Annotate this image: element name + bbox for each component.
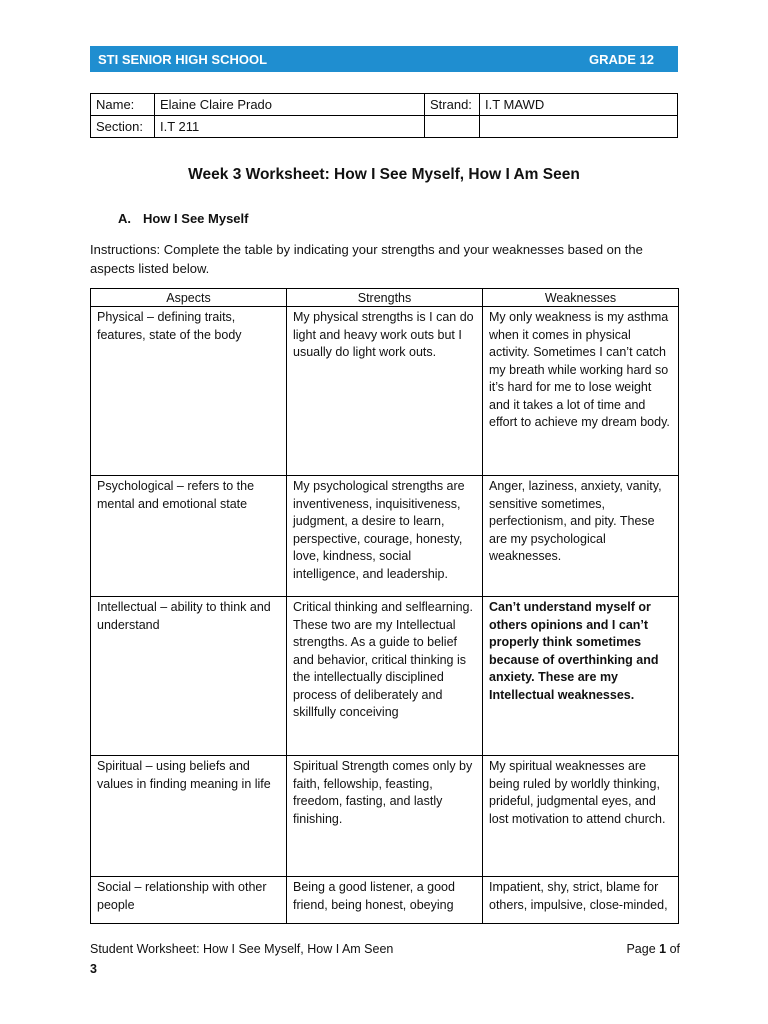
aspect-cell: Intellectual – ability to think and understand	[91, 597, 287, 756]
page-of-label: of	[666, 942, 680, 956]
worksheet-title: Week 3 Worksheet: How I See Myself, How I Am Seen	[188, 166, 580, 183]
page-number: 1	[659, 942, 667, 956]
table-row	[91, 756, 679, 877]
column-header-strengths: Strengths	[287, 289, 483, 307]
footer-title: Student Worksheet: How I See Myself, How I Am Seen	[90, 942, 394, 956]
strength-cell: Being a good listener, a good friend, being honest, obeying	[287, 877, 483, 924]
strand-label: Strand:	[425, 94, 480, 116]
aspect-cell: Social – relationship with other people	[91, 877, 287, 924]
student-info-table	[90, 93, 678, 138]
table-row	[91, 476, 679, 597]
page-indicator	[626, 942, 680, 956]
strength-cell: My physical strengths is I can do light and heavy work outs but I usually do light work outs.	[287, 307, 483, 476]
section-value: I.T 211	[155, 116, 425, 138]
weakness-cell: Impatient, shy, strict, blame for others, impulsive, close-minded,	[483, 877, 679, 924]
table-row	[91, 597, 679, 756]
total-pages: 3	[90, 962, 97, 976]
empty-cell	[425, 116, 480, 138]
column-header-weaknesses: Weaknesses	[483, 289, 679, 307]
weakness-cell: My spiritual weaknesses are being ruled by worldly thinking, prideful, judgmental eyes, and lost motivation to attend church.	[483, 756, 679, 877]
table-header-row	[91, 289, 679, 307]
grade-level: GRADE 12	[588, 52, 654, 67]
aspect-cell: Spiritual – using beliefs and values in finding meaning in life	[91, 756, 287, 877]
aspect-cell: Psychological – refers to the mental and emotional state	[91, 476, 287, 597]
weakness-cell: Can’t understand myself or others opinions and I can’t properly think sometimes because of overthinking and anxiety. These are my Intellectual weaknesses.	[483, 597, 679, 756]
section-number: A.	[118, 211, 131, 226]
column-header-aspects: Aspects	[91, 289, 287, 307]
table-row	[91, 307, 679, 476]
school-name: STI SENIOR HIGH SCHOOL	[98, 52, 268, 67]
header-bar	[90, 46, 678, 72]
info-row	[91, 116, 678, 138]
aspects-table	[90, 288, 679, 924]
name-label: Name:	[91, 94, 155, 116]
strand-value: I.T MAWD	[480, 94, 678, 116]
info-row	[91, 94, 678, 116]
table-row	[91, 877, 679, 924]
page-label: Page	[626, 942, 660, 956]
aspect-cell: Physical – defining traits, features, state of the body	[91, 307, 287, 476]
weakness-cell: Anger, laziness, anxiety, vanity, sensitive sometimes, perfectionism, and pity. These are my psychological weaknesses.	[483, 476, 679, 597]
section-heading	[118, 211, 248, 226]
strength-cell: Spiritual Strength comes only by faith, fellowship, feasting, freedom, fasting, and lastly finishing.	[287, 756, 483, 877]
strength-cell: Critical thinking and selflearning. These two are my Intellectual strengths. As a guide to belief and behavior, critical thinking is the intellectually disciplined process of deliberately and skillfully conceiving	[287, 597, 483, 756]
instructions-text: Instructions: Complete the table by indicating your strengths and your weaknesses based on the aspects listed below.	[90, 242, 643, 276]
strength-cell: My psychological strengths are inventiveness, inquisitiveness, judgment, a desire to learn, perspective, courage, honesty, love, kindness, social intelligence, and leadership.	[287, 476, 483, 597]
section-title: How I See Myself	[143, 211, 249, 226]
weakness-cell: My only weakness is my asthma when it comes in physical activity. Sometimes I can’t catch my breath while working hard so it’s hard for me to lose weight and it takes a lot of time and effort to achieve my dream body.	[483, 307, 679, 476]
name-value: Elaine Claire Prado	[155, 94, 425, 116]
empty-cell	[480, 116, 678, 138]
section-label: Section:	[91, 116, 155, 138]
